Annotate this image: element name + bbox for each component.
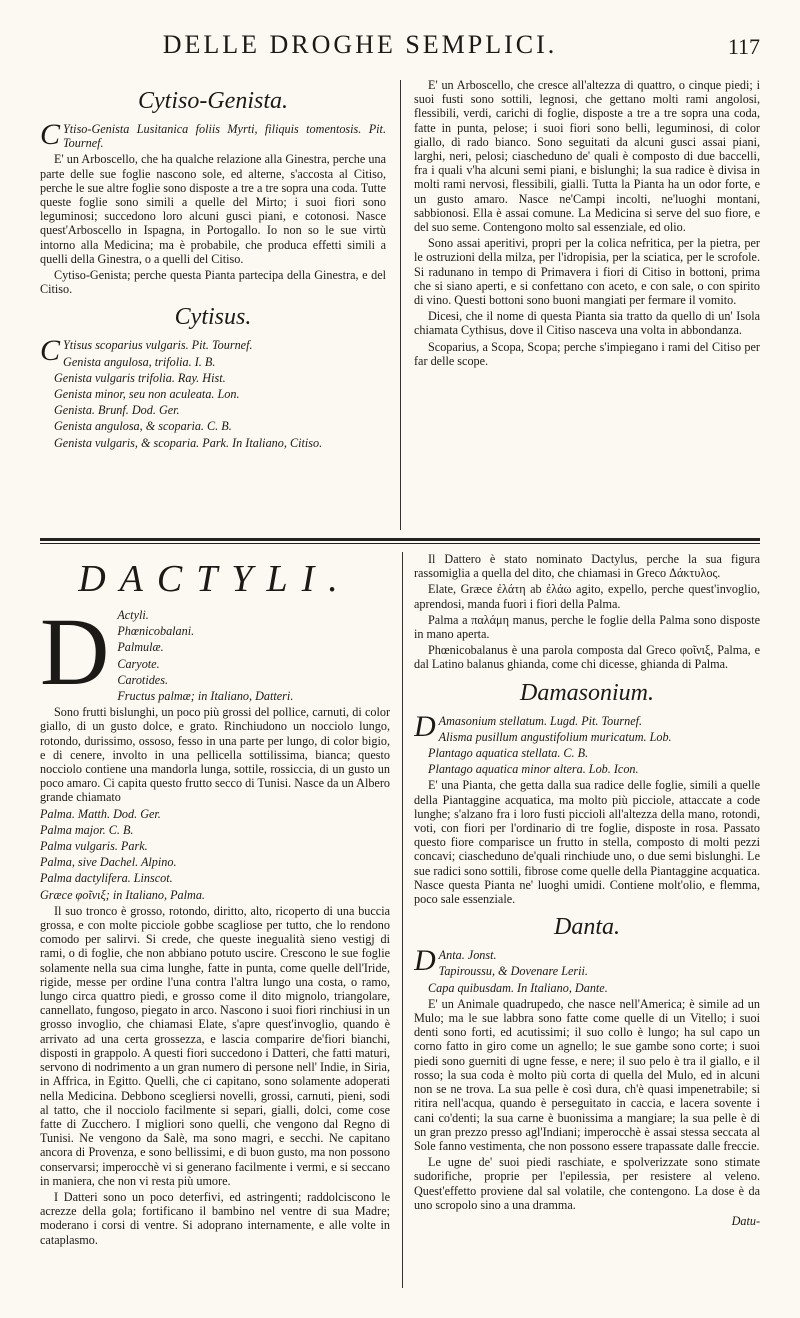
paragraph: Scoparius, a Scopa, Scopa; perche s'impiegano i rami del Citiso per far delle scope. bbox=[414, 339, 760, 368]
paragraph: E' una Pianta, che getta dalla sua radice delle foglie, simili a quelle della Piantaggine acquatica, ma molto più picciole, attaccate a code lunghe; s'alzano fra i loro fusti piccioli all'altezza della mano, rotondi, voti, con fiori per l'ordinario di tre foglie, disposte in rosa. Passato questo fiore comparisce un frutto in stella, composto di molti pezzi concavi; ciascheduno de'quali rinchiude uno, o due semi bislunghi. Le sue radici sono sottili, fibrose come quelle della Piantaggine acquatica. Nasce questa Pianta ne' luoghi umidi. Contiene molt'olio, e flemma, poco sale essenziale. bbox=[414, 778, 760, 907]
catchword: Datu- bbox=[731, 1213, 760, 1228]
synonym-line: Alisma pusillum angustifolium muricatum. Lob. bbox=[438, 729, 672, 744]
entry-heading-damasonium: Damasonium. bbox=[519, 679, 654, 706]
entry-heading-danta: Danta. bbox=[554, 914, 620, 941]
paragraph: Palma a παλάμη manus, perche le foglie della Palma sono disposte in mano aperta. bbox=[414, 612, 760, 642]
column-divider bbox=[400, 80, 401, 530]
paragraph: E' un Arboscello, che cresce all'altezza di quattro, o cinque piedi; i suoi fusti sono sottili, legnosi, che gettano molti rami angolosi, flessibili, verdi, carichi di foglie, disposte a tre a tre sopra una coda, fatte in punta, pelose; i suoi fiori sono belli, leguminosi, di color giallo, di rado bianco. Sono seguitati da alcuni gusci assai piani, larghi, neri, pelosi; ciascheduno de' quali è composto di due baccelli, fra i quali v'ha alcuni semi piani, e bislunghi; la sua radice è divisa in molti rami nervosi, flessibili, gialli. Tutta la Pianta ha un odor forte, e un gusto amaro. Nasce ne'Campi incolti, ne'luoghi montani, sabbionosi. Ella è assai comune. La Medicina si serve del suo fiore, e del suo seme. Contengono molto sal essenziale, ed olio. bbox=[414, 78, 760, 235]
paragraph: Phœnicobalanus è una parola composta dal Greco φοῖνιξ, Palma, e dal Latino balanus ghianda, come chi dicesse, ghianda di Palma. bbox=[414, 643, 760, 672]
right-bottom-column bbox=[414, 552, 760, 1292]
entry-heading-cytisus: Cytisus. bbox=[174, 304, 252, 331]
paragraph: Il Dattero è stato nominato Dactylus, perche la sua figura rassomiglia a quella del dito, che chiamasi in Greco Δάκτυλος. bbox=[414, 552, 760, 581]
paragraph: E' un Animale quadrupedo, che nasce nell'America; è simile ad un Mulo; ma le sue labbra sono fatte come quelle di un Vitello; i suoi denti sono forti, ed acutissimi; il suo collo è lungo; ha sul capo un corno fatto in giro come un agnello; le sue gambe sono corte; i suoi piedi sono guerniti di ugne fesse, e nere; il suo pelo è tra il giallo, e il rosso; la sua coda è molto più corta di quella del Mulo, ed in alcuni non se ne trova. La sua pelle è così dura, ch'è quasi impenetrabile; si ritira nell'acqua, quando è perseguitato in caccia, e lacera sovente i cani co'denti; la sua carne è buonissima a mangiare; la sua pelle è di un gran prezzo presso agl'Indiani; imperocchè è assai stessa seccata al Sole fanno vestimenta, che non possono essere trapassate dalle freccie. bbox=[414, 996, 760, 1153]
right-top-column bbox=[414, 78, 760, 530]
synonym-line: C Ytiso-Genista Lusitanica foliis Myrti, filiquis tomentosis. Pit. Tournef. bbox=[40, 118, 386, 151]
synonym-line: Phœnicobalani. bbox=[117, 624, 195, 639]
section-rule bbox=[40, 538, 760, 541]
section-heading-dactyli: DACTYLI. bbox=[78, 558, 352, 600]
synonym-line: Plantago aquatica minor altera. Lob. Icon. bbox=[428, 762, 639, 777]
paragraph: Elate, Græce ἐλάτη ab ἐλάω agito, expello, perche quest'invoglio, aprendosi, manda fuori i fiori della Palma. bbox=[414, 582, 760, 611]
left-bottom-column bbox=[40, 550, 390, 1290]
synonym-line: D Anta. Jonst. bbox=[414, 944, 497, 978]
synonym-line: Capa quibusdam. In Italiano, Dante. bbox=[428, 980, 608, 995]
section-rule bbox=[40, 543, 760, 544]
synonym-line: Palmulæ. bbox=[117, 640, 164, 655]
initial-d: D bbox=[414, 944, 436, 978]
synonym-line: Genista angulosa, & scoparia. C. B. bbox=[54, 419, 232, 434]
paragraph: I Datteri sono un poco deterfivi, ed astringenti; raddolciscono le acrezze della gola; fortificano il bambino nel ventre di sua Madre; moderano i corsi di ventre. Si adoprano internamente, e alle volte in cataplasmo. bbox=[40, 1189, 390, 1247]
column-divider bbox=[402, 552, 403, 1288]
synonym-line: Palma major. C. B. bbox=[40, 822, 134, 837]
synonym-line: Caryote. bbox=[117, 656, 160, 671]
synonym-line: Fructus palmæ; in Italiano, Datteri. bbox=[117, 689, 294, 704]
paragraph: Il suo tronco è grosso, rotondo, diritto, alto, ricoperto di una buccia grossa, e con molte picciole gobbe scagliose per tutto, che lo rendono comodo per salirvi. Si crede, che queste inegualità sieno vestigj di rami, o di foglie, che non abbiano potuto uscire. Crescono le sue foglie solamente nella sua cima lunghe, fatte in punta, come quelle dell'Iride, rigide, messe per ordine l'una contra l'altra lungo una costa, o ramo, lungo circa quattro piedi, e grosso come il dito mignolo, triangolare, cannellato, fungoso, piegato in arco. Nascono i suoi fiori rinchiusi in un grosso invoglio, che chiamasi Elate, s'apre quest'invoglio, quando è arrivato ad una certa grossezza, e lascia comparire de'fiori bianchi, disposti in grappolo. A questi fiori succedono i Datteri, che fatti maturi, servono di nodrimento a un gran numero di persone nell' Indie, in Siria, in Affrica, in Egitto. Quelli, che ci capitano, sono solamente adoperati nella Medicina. Debbono scegliersi novelli, grossi, carnuti, pieni, sodi al tatto, che il nocciolo facilmente si separi, gialli, dolci, come cose fatte di Zucchero. I migliori sono quelli, che vengono dal Regno di Tunisi. Ne vengono da Salè, ma sono magri, e secchi. Ne capitano ancora di Provenza, e sono bellissimi, e di buon gusto, ma non possono conservarsi; imperocchè vi si generano facilmente i vermi, e si seccano in maniera, che non vi resta più umore. bbox=[40, 903, 390, 1188]
synonym-line: Palma. Matth. Dod. Ger. bbox=[40, 806, 161, 821]
synonym-line: Genista angulosa, trifolia. I. B. bbox=[63, 354, 216, 369]
paragraph: Le ugne de' suoi piedi raschiate, e spolverizzate sono stimate sudorifiche, proprie per l'epilessia, per resistere al veleno. Quest'effetto proviene dal sal volatile, che contengono. La dose è da uno scropolo sino a una dramma. bbox=[414, 1155, 760, 1212]
synonym-line: Palma, sive Dachel. Alpino. bbox=[40, 855, 177, 870]
paragraph: E' un Arboscello, che ha qualche relazione alla Ginestra, perche una parte delle sue foglie nascono sole, ed alterne, s'accosta al Citiso, perche le sue altre foglie sono disposte a tre a tre sopra una coda. Tutte queste foglie sono simili a quelle del Mirto; i suoi fiori sono leguminosi; succedono loro alcuni gusci piani, e cotonosi. Nasce quest'Arboscello in Ispagna, in Portogallo. Io non so le sue virtù intorno alla Medicina; ma è probabile, che produca effetti simili a quelli della Ginestra, o a quelli del Citiso. bbox=[40, 152, 386, 266]
synonym-line: Genista. Brunf. Dod. Ger. bbox=[54, 403, 180, 418]
synonym-line: Tapiroussu, & Dovenare Lerii. bbox=[438, 964, 588, 979]
synonym-line: Græce φοῖνιξ; in Italiano, Palma. bbox=[40, 887, 205, 902]
paragraph: Sono frutti bislunghi, un poco più grossi del pollice, carnuti, di color giallo, di un gusto dolce, e grato. Rinchiudono un nocciolo lungo, rotondo, durissimo, ossoso, fesso in una parte per lungo, di color bigio, e di cenere, involto in una pellicella sottilissima, bianca; questo nocciolo contiene una mandorla lunga, sottile, rossiccia, di un gusto un poco amaro. Ci capita questo frutto secco di Tunisi. Nasce da un Albero grande chiamato bbox=[40, 705, 390, 805]
initial-c: C bbox=[40, 334, 61, 368]
synonym-line: Genista minor, seu non aculeata. Lon. bbox=[54, 387, 240, 402]
entry-heading-cytiso-genista: Cytiso-Genista. bbox=[138, 88, 288, 114]
page-header bbox=[40, 26, 760, 70]
initial-d: D bbox=[414, 709, 436, 743]
synonym-line: D Amasonium stellatum. Lugd. Pit. Tournef. bbox=[414, 709, 643, 743]
synonym-line: Genista vulgaris trifolia. Ray. Hist. bbox=[54, 370, 226, 385]
synonym-line: C Ytisus scoparius vulgaris. Pit. Tournef. bbox=[40, 334, 253, 368]
left-top-column bbox=[40, 80, 386, 530]
synonym-line: Palma dactylifera. Linscot. bbox=[40, 871, 173, 886]
synonym-line: Actyli. bbox=[117, 608, 149, 622]
paragraph: Sono assai aperitivi, propri per la colica nefritica, per la pietra, per le ostruzioni della milza, per l'idropisia, per la sciatica, per le scrofole. Si radunano in tempo di Primavera i fiori di Citiso in bottoni, prima che si siano aperti, e si confettano con aceto, e con sale, o con spirito di vino. Questi bottoni sono buoni mangiati per fermare il vomito. bbox=[414, 236, 760, 308]
paragraph: Dicesi, che il nome di questa Pianta sia tratto da quello di un' Isola chiamata Cythisus, dove il Citiso nasceva una volta in abbondanza. bbox=[414, 309, 760, 338]
drop-cap-d: D bbox=[40, 598, 110, 705]
paragraph: Cytiso-Genista; perche questa Pianta partecipa della Ginestra, e del Citiso. bbox=[40, 268, 386, 297]
synonym-line: Palma vulgaris. Park. bbox=[40, 839, 148, 854]
page-number: 117 bbox=[727, 34, 760, 59]
running-title: DELLE DROGHE SEMPLICI. bbox=[162, 30, 558, 59]
initial-c: C bbox=[40, 118, 61, 151]
synonym-line: Carotides. bbox=[117, 672, 168, 687]
synonym-line: Genista vulgaris, & scoparia. Park. In Italiano, Citiso. bbox=[54, 435, 323, 450]
synonym-line: Plantago aquatica stellata. C. B. bbox=[428, 746, 589, 761]
